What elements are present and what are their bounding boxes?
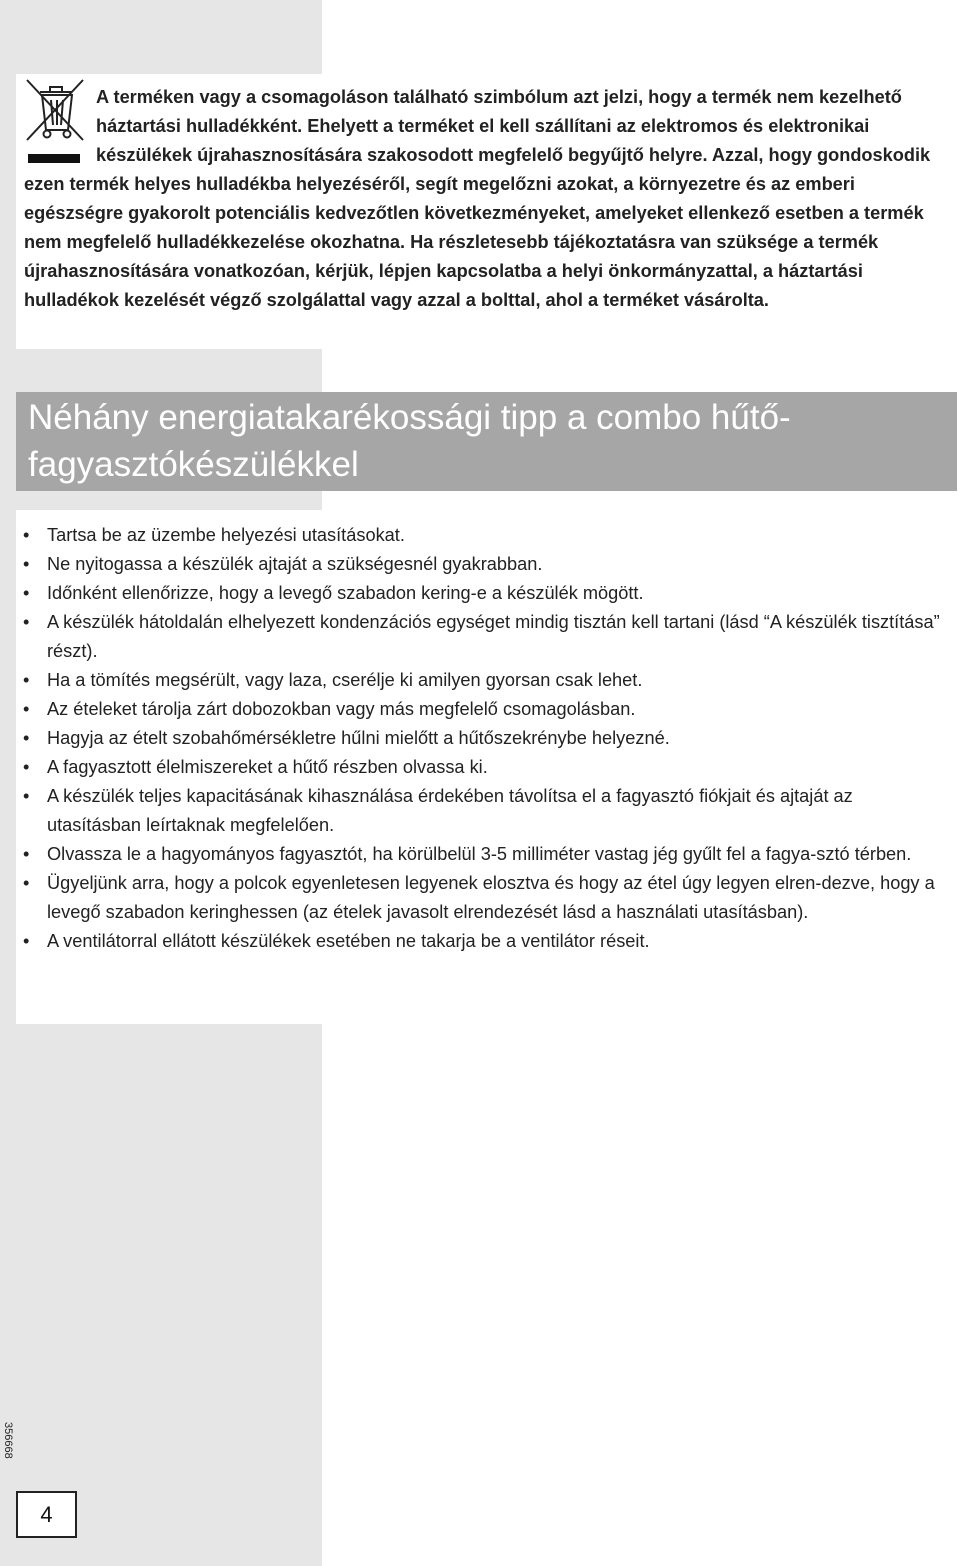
list-item: • Hagyja az ételt szobahőmérsékletre hűlni mielőtt a hűtőszekrénybe helyezné.: [16, 724, 946, 753]
weee-disposal-text-content: A terméken vagy a csomagoláson található szimbólum azt jelzi, hogy a termék nem kezelhető háztartási hulladékként. Ehelyett a terméket el kell szállítani az elektromos és elektronikai készülékek újrahasznosítására szakosodott megfelelő begyűjtő helyre. Azzal, hogy gondoskodik ezen termék helyes hulladékba helyezéséről, segít megelőzni azokat, a környezetre és az emberi egészségre gyakorolt potenciális kedvezőtlen következményeket, amelyeket ellenkező esetben a termék nem megfelelő hulladékkezelése okozhatna. Ha részletesebb tájékoztatásra van szüksége a termék újrahasznosítására vonatkozóan, kérjük, lépjen kapcsolatba a helyi önkormányzattal, a háztartási hulladékok kezelését végző szolgálattal vagy azzal a bolttal, ahol a terméket vásárolta.: [24, 87, 931, 310]
list-item: • Tartsa be az üzembe helyezési utasításokat.: [16, 521, 946, 550]
list-item: • Ügyeljünk arra, hogy a polcok egyenletesen legyenek elosztva és hogy az étel úgy legyen elren-dezve, hogy a levegő szabadon keringhessen (az ételek javasolt elrendezését lásd a használati utasításban).: [16, 869, 946, 927]
section-heading-band: [16, 392, 957, 491]
energy-tips-list: [16, 521, 946, 956]
page-number-box: [16, 1491, 77, 1538]
document-code: 356668: [2, 1422, 14, 1459]
page-number: 4: [40, 1501, 53, 1527]
list-item: • A készülék hátoldalán elhelyezett kondenzációs egységet mindig tisztán kell tartani (lásd “A készülék tisztítása” részt).: [16, 608, 946, 666]
section-title: Néhány energiatakarékossági tipp a combo hűtő-fagyasztókészülékkel: [28, 398, 791, 484]
list-item: • Ne nyitogassa a készülék ajtaját a szükségesnél gyakrabban.: [16, 550, 946, 579]
list-item: • Időnként ellenőrizze, hogy a levegő szabadon kering-e a készülék mögött.: [16, 579, 946, 608]
list-item: • Olvassza le a hagyományos fagyasztót, ha körülbelül 3-5 milliméter vastag jég gyűlt fel a fagya-sztó térben.: [16, 840, 946, 869]
list-item: • Ha a tömítés megsérült, vagy laza, cserélje ki amilyen gyorsan csak lehet.: [16, 666, 946, 695]
list-item: • A ventilátorral ellátott készülékek esetében ne takarja be a ventilátor réseit.: [16, 927, 946, 956]
list-item: • A fagyasztott élelmiszereket a hűtő részben olvassa ki.: [16, 753, 946, 782]
weee-disposal-text: [24, 83, 954, 315]
icon-spacer: [24, 83, 96, 170]
list-item: • Az ételeket tárolja zárt dobozokban vagy más megfelelő csomagolásban.: [16, 695, 946, 724]
list-item: • A készülék teljes kapacitásának kihasználása érdekében távolítsa el a fagyasztó fiókjait és ajtaját az utasításban leírtaknak megfelelően.: [16, 782, 946, 840]
energy-tips-panel: [16, 510, 960, 1024]
